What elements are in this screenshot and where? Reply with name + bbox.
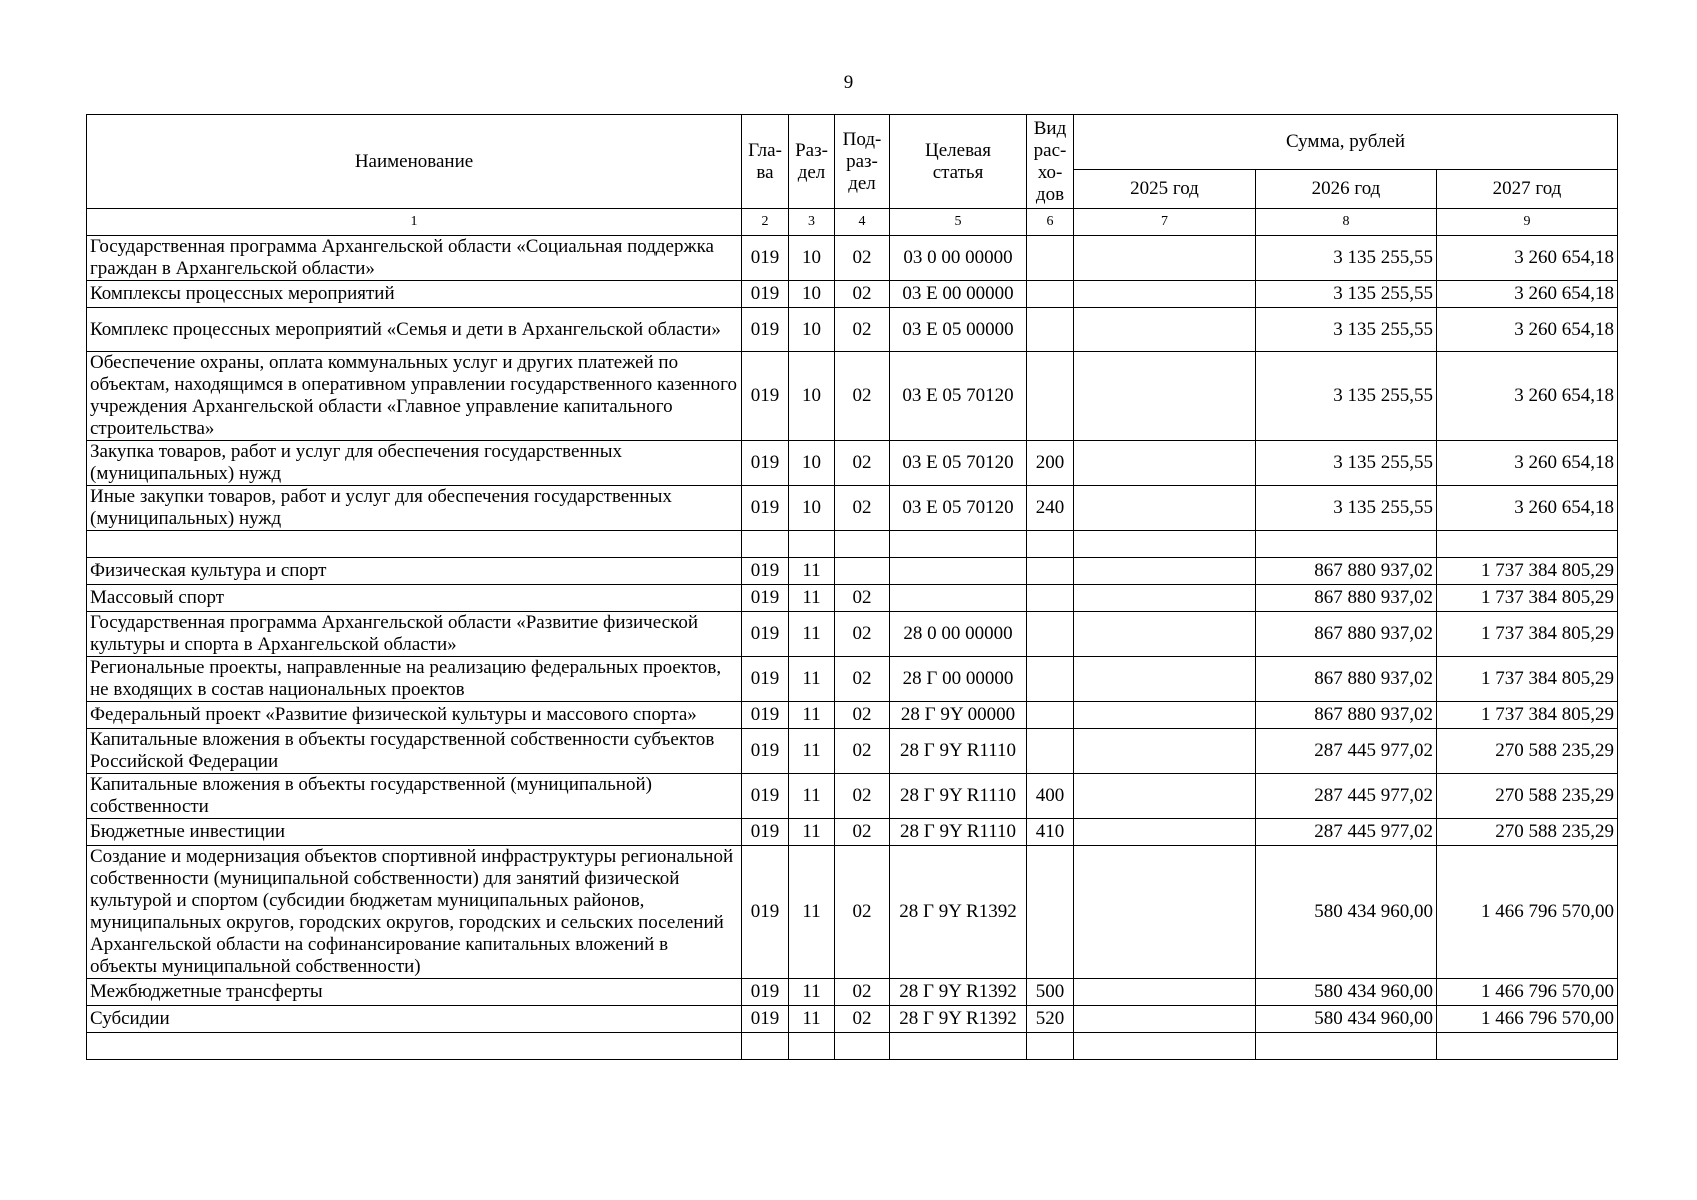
cell-name: Физическая культура и спорт: [87, 558, 742, 585]
cell-name: Закупка товаров, работ и услуг для обеспечения государственных (муниципальных) нужд: [87, 441, 742, 486]
cell-glava: 019: [742, 308, 789, 352]
cell-podrazdel: 02: [835, 308, 890, 352]
cell-sum-2025: [1074, 308, 1256, 352]
cell-sum-2027: 1 737 384 805,29: [1437, 657, 1618, 702]
cell-vid: [1027, 281, 1074, 308]
cell-sum-2027: 3 260 654,18: [1437, 352, 1618, 441]
cell-glava: 019: [742, 657, 789, 702]
cell-sum-2025: [1074, 236, 1256, 281]
cell-target: 03 Е 05 70120: [890, 352, 1027, 441]
budget-table: [86, 114, 1618, 1060]
cell-razdel: [789, 531, 835, 558]
table-row: [87, 702, 1618, 729]
cell-razdel: 11: [789, 774, 835, 819]
cell-podrazdel: 02: [835, 281, 890, 308]
cell-sum-2025: [1074, 558, 1256, 585]
column-number: 9: [1437, 209, 1618, 236]
cell-razdel: 10: [789, 308, 835, 352]
cell-glava: 019: [742, 585, 789, 612]
cell-name: Государственная программа Архангельской области «Развитие физической культуры и спорта в Архангельской области»: [87, 612, 742, 657]
cell-sum-2026: 3 135 255,55: [1256, 308, 1437, 352]
cell-podrazdel: 02: [835, 774, 890, 819]
cell-sum-2026: [1256, 1033, 1437, 1060]
cell-sum-2027: 1 737 384 805,29: [1437, 702, 1618, 729]
column-number: 2: [742, 209, 789, 236]
cell-glava: [742, 1033, 789, 1060]
cell-sum-2025: [1074, 1033, 1256, 1060]
cell-sum-2027: 3 260 654,18: [1437, 486, 1618, 531]
column-number: 8: [1256, 209, 1437, 236]
column-number: 6: [1027, 209, 1074, 236]
cell-name: Создание и модернизация объектов спортивной инфраструктуры региональной собственности (муниципальной собственности) для занятий физической культурой и спортом (субсидии бюджетам муниципальных районов, муниципальных округов, городских округов, городских и сельских поселений Архангельской области на софинансирование капитальных вложений в объекты муниципальной собственности): [87, 846, 742, 979]
cell-razdel: [789, 1033, 835, 1060]
cell-razdel: 10: [789, 281, 835, 308]
header-year-2027: 2027 год: [1437, 170, 1618, 209]
table-row: [87, 486, 1618, 531]
cell-razdel: 11: [789, 819, 835, 846]
cell-sum-2026: 3 135 255,55: [1256, 486, 1437, 531]
cell-sum-2025: [1074, 585, 1256, 612]
cell-podrazdel: 02: [835, 1006, 890, 1033]
cell-podrazdel: [835, 531, 890, 558]
cell-sum-2026: 867 880 937,02: [1256, 558, 1437, 585]
table-row: [87, 774, 1618, 819]
column-number: 3: [789, 209, 835, 236]
cell-vid: 500: [1027, 979, 1074, 1006]
cell-name: Массовый спорт: [87, 585, 742, 612]
cell-sum-2027: 3 260 654,18: [1437, 441, 1618, 486]
header-razdel: Раз- дел: [789, 115, 835, 209]
cell-glava: 019: [742, 702, 789, 729]
cell-vid: [1027, 702, 1074, 729]
cell-vid: [1027, 1033, 1074, 1060]
table-row: [87, 281, 1618, 308]
table-row: [87, 979, 1618, 1006]
cell-target: 28 Г 00 00000: [890, 657, 1027, 702]
cell-sum-2026: 580 434 960,00: [1256, 1006, 1437, 1033]
cell-sum-2025: [1074, 979, 1256, 1006]
cell-sum-2027: 3 260 654,18: [1437, 236, 1618, 281]
cell-target: 28 Г 9Y R1110: [890, 729, 1027, 774]
cell-target: 28 Г 9Y R1110: [890, 819, 1027, 846]
cell-sum-2026: 867 880 937,02: [1256, 612, 1437, 657]
cell-sum-2026: 3 135 255,55: [1256, 441, 1437, 486]
cell-name: Обеспечение охраны, оплата коммунальных услуг и других платежей по объектам, находящимся в оперативном управлении государственного казенного учреждения Архангельской области «Главное управление капитального строительства»: [87, 352, 742, 441]
table-row: [87, 531, 1618, 558]
header-sum: Сумма, рублей: [1074, 115, 1618, 170]
header-target: Целевая статья: [890, 115, 1027, 209]
cell-podrazdel: 02: [835, 585, 890, 612]
cell-glava: 019: [742, 846, 789, 979]
cell-vid: [1027, 612, 1074, 657]
cell-sum-2025: [1074, 657, 1256, 702]
cell-sum-2027: 3 260 654,18: [1437, 308, 1618, 352]
column-number: 7: [1074, 209, 1256, 236]
cell-podrazdel: 02: [835, 236, 890, 281]
cell-target: 03 Е 05 70120: [890, 441, 1027, 486]
cell-sum-2025: [1074, 729, 1256, 774]
cell-razdel: 11: [789, 558, 835, 585]
cell-razdel: 10: [789, 236, 835, 281]
cell-razdel: 11: [789, 585, 835, 612]
cell-sum-2025: [1074, 774, 1256, 819]
cell-target: 28 Г 9Y R1392: [890, 979, 1027, 1006]
cell-podrazdel: [835, 558, 890, 585]
cell-sum-2027: [1437, 1033, 1618, 1060]
cell-sum-2025: [1074, 702, 1256, 729]
cell-target: [890, 1033, 1027, 1060]
cell-sum-2027: 1 466 796 570,00: [1437, 979, 1618, 1006]
cell-sum-2025: [1074, 441, 1256, 486]
cell-name: Капитальные вложения в объекты государственной (муниципальной) собственности: [87, 774, 742, 819]
header-vid: Вид рас- хо- дов: [1027, 115, 1074, 209]
header-year-2026: 2026 год: [1256, 170, 1437, 209]
cell-razdel: 11: [789, 702, 835, 729]
cell-name: [87, 1033, 742, 1060]
cell-glava: 019: [742, 486, 789, 531]
cell-target: [890, 531, 1027, 558]
cell-target: 28 Г 9Y R1392: [890, 1006, 1027, 1033]
cell-glava: 019: [742, 612, 789, 657]
cell-vid: [1027, 531, 1074, 558]
cell-sum-2026: 580 434 960,00: [1256, 979, 1437, 1006]
table-row: [87, 441, 1618, 486]
table-row: [87, 308, 1618, 352]
cell-name: Комплексы процессных мероприятий: [87, 281, 742, 308]
cell-target: [890, 558, 1027, 585]
cell-razdel: 11: [789, 657, 835, 702]
cell-name: Капитальные вложения в объекты государственной собственности субъектов Российской Федерации: [87, 729, 742, 774]
cell-razdel: 10: [789, 486, 835, 531]
cell-glava: 019: [742, 774, 789, 819]
cell-glava: 019: [742, 819, 789, 846]
cell-vid: [1027, 352, 1074, 441]
cell-vid: [1027, 308, 1074, 352]
cell-podrazdel: 02: [835, 702, 890, 729]
cell-glava: 019: [742, 352, 789, 441]
cell-target: 28 0 00 00000: [890, 612, 1027, 657]
cell-sum-2027: 3 260 654,18: [1437, 281, 1618, 308]
cell-sum-2026: 867 880 937,02: [1256, 585, 1437, 612]
cell-sum-2026: 287 445 977,02: [1256, 729, 1437, 774]
cell-target: 03 Е 05 70120: [890, 486, 1027, 531]
cell-glava: 019: [742, 236, 789, 281]
cell-vid: [1027, 846, 1074, 979]
cell-sum-2026: 287 445 977,02: [1256, 819, 1437, 846]
cell-vid: [1027, 657, 1074, 702]
cell-glava: [742, 531, 789, 558]
cell-razdel: 11: [789, 729, 835, 774]
cell-sum-2027: 270 588 235,29: [1437, 819, 1618, 846]
table-row: [87, 236, 1618, 281]
cell-target: 03 Е 05 00000: [890, 308, 1027, 352]
cell-sum-2026: 3 135 255,55: [1256, 352, 1437, 441]
cell-sum-2025: [1074, 846, 1256, 979]
cell-sum-2026: [1256, 531, 1437, 558]
cell-sum-2026: 580 434 960,00: [1256, 846, 1437, 979]
table-row: [87, 612, 1618, 657]
cell-razdel: 11: [789, 979, 835, 1006]
cell-sum-2026: 867 880 937,02: [1256, 657, 1437, 702]
cell-podrazdel: 02: [835, 979, 890, 1006]
cell-name: [87, 531, 742, 558]
column-number: 5: [890, 209, 1027, 236]
table-row: [87, 352, 1618, 441]
cell-sum-2026: 3 135 255,55: [1256, 236, 1437, 281]
cell-sum-2027: 1 466 796 570,00: [1437, 1006, 1618, 1033]
cell-sum-2025: [1074, 486, 1256, 531]
table-row: [87, 846, 1618, 979]
cell-sum-2026: 867 880 937,02: [1256, 702, 1437, 729]
table-row: [87, 558, 1618, 585]
table-row: [87, 1006, 1618, 1033]
cell-sum-2025: [1074, 819, 1256, 846]
cell-vid: [1027, 585, 1074, 612]
cell-name: Межбюджетные трансферты: [87, 979, 742, 1006]
cell-glava: 019: [742, 558, 789, 585]
cell-podrazdel: [835, 1033, 890, 1060]
page-number: 9: [843, 72, 854, 93]
cell-target: 28 Г 9Y 00000: [890, 702, 1027, 729]
cell-podrazdel: 02: [835, 657, 890, 702]
cell-sum-2027: [1437, 531, 1618, 558]
cell-sum-2025: [1074, 281, 1256, 308]
cell-sum-2027: 270 588 235,29: [1437, 729, 1618, 774]
cell-name: Региональные проекты, направленные на реализацию федеральных проектов, не входящих в состав национальных проектов: [87, 657, 742, 702]
table-row: [87, 819, 1618, 846]
cell-podrazdel: 02: [835, 352, 890, 441]
cell-razdel: 11: [789, 1006, 835, 1033]
table-row: [87, 657, 1618, 702]
cell-name: Иные закупки товаров, работ и услуг для обеспечения государственных (муниципальных) нужд: [87, 486, 742, 531]
cell-vid: 410: [1027, 819, 1074, 846]
cell-vid: [1027, 558, 1074, 585]
cell-podrazdel: 02: [835, 729, 890, 774]
cell-podrazdel: 02: [835, 846, 890, 979]
cell-sum-2025: [1074, 1006, 1256, 1033]
cell-sum-2025: [1074, 531, 1256, 558]
column-number: 4: [835, 209, 890, 236]
cell-target: 28 Г 9Y R1392: [890, 846, 1027, 979]
column-number: 1: [87, 209, 742, 236]
cell-name: Федеральный проект «Развитие физической культуры и массового спорта»: [87, 702, 742, 729]
cell-razdel: 11: [789, 846, 835, 979]
cell-vid: 240: [1027, 486, 1074, 531]
cell-sum-2027: 1 466 796 570,00: [1437, 846, 1618, 979]
cell-vid: [1027, 236, 1074, 281]
cell-target: 03 Е 00 00000: [890, 281, 1027, 308]
cell-podrazdel: 02: [835, 441, 890, 486]
cell-name: Субсидии: [87, 1006, 742, 1033]
cell-sum-2026: 287 445 977,02: [1256, 774, 1437, 819]
header-year-2025: 2025 год: [1074, 170, 1256, 209]
header-name: Наименование: [87, 115, 742, 209]
cell-sum-2027: 1 737 384 805,29: [1437, 558, 1618, 585]
cell-vid: 400: [1027, 774, 1074, 819]
cell-target: 28 Г 9Y R1110: [890, 774, 1027, 819]
table-row: [87, 729, 1618, 774]
cell-sum-2025: [1074, 352, 1256, 441]
column-number-row: [87, 209, 1618, 236]
cell-podrazdel: 02: [835, 612, 890, 657]
table-row: [87, 1033, 1618, 1060]
cell-name: Государственная программа Архангельской области «Социальная поддержка граждан в Архангельской области»: [87, 236, 742, 281]
cell-glava: 019: [742, 1006, 789, 1033]
cell-target: [890, 585, 1027, 612]
cell-razdel: 10: [789, 441, 835, 486]
cell-name: Комплекс процессных мероприятий «Семья и дети в Архангельской области»: [87, 308, 742, 352]
table-row: [87, 585, 1618, 612]
cell-sum-2026: 3 135 255,55: [1256, 281, 1437, 308]
cell-vid: [1027, 729, 1074, 774]
cell-sum-2027: 270 588 235,29: [1437, 774, 1618, 819]
cell-vid: 520: [1027, 1006, 1074, 1033]
cell-glava: 019: [742, 979, 789, 1006]
cell-razdel: 10: [789, 352, 835, 441]
header-glava: Гла- ва: [742, 115, 789, 209]
cell-target: 03 0 00 00000: [890, 236, 1027, 281]
cell-glava: 019: [742, 441, 789, 486]
cell-glava: 019: [742, 729, 789, 774]
cell-sum-2027: 1 737 384 805,29: [1437, 585, 1618, 612]
cell-name: Бюджетные инвестиции: [87, 819, 742, 846]
cell-glava: 019: [742, 281, 789, 308]
header-podrazdel: Под- раз- дел: [835, 115, 890, 209]
cell-vid: 200: [1027, 441, 1074, 486]
cell-podrazdel: 02: [835, 486, 890, 531]
cell-sum-2027: 1 737 384 805,29: [1437, 612, 1618, 657]
cell-razdel: 11: [789, 612, 835, 657]
cell-sum-2025: [1074, 612, 1256, 657]
cell-podrazdel: 02: [835, 819, 890, 846]
